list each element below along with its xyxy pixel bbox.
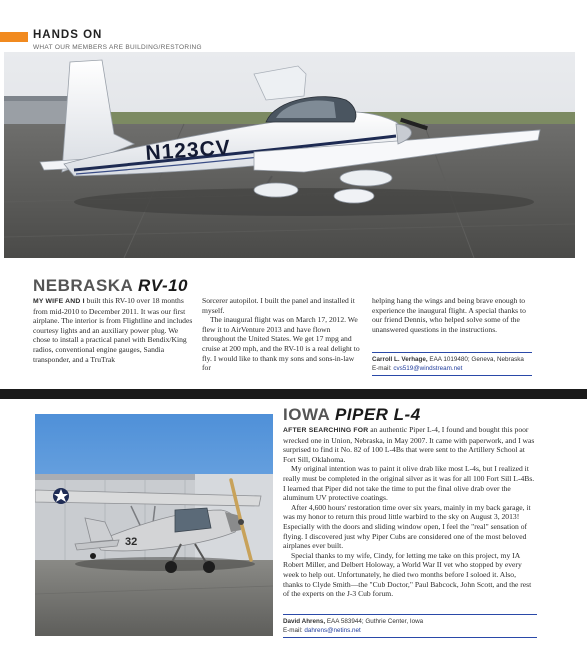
story1-sig-name: Carroll L. Verhage, <box>372 356 428 363</box>
story2-lead: AFTER SEARCHING FOR <box>283 427 369 434</box>
section-title: HANDS ON <box>33 29 103 41</box>
story2-signature <box>283 617 537 635</box>
story1-title-plane: RV-10 <box>137 276 189 295</box>
story1-column-1 <box>33 296 193 364</box>
story1-email-label: E-mail: <box>372 365 394 372</box>
story1-sig-detail: EAA 1019480; Geneva, Nebraska <box>427 356 524 363</box>
piper-photo-image <box>35 414 273 636</box>
story2-title-state: IOWA <box>283 405 330 424</box>
story1-col1-text: built this RV-10 over 18 months from mid-2010 to December 2011. It was our first airplane. The interior is from Flightline and includes courtesy lights and an auxiliary power plug. We chose to install a practical panel with Bendix/King radios, conventional engine gauges, Sandia transponder, and a TruTrak <box>33 296 193 364</box>
story2-body <box>283 425 537 599</box>
rv10-photo-image <box>4 52 575 258</box>
story1-column-2 <box>202 296 362 373</box>
section-subtitle: WHAT OUR MEMBERS ARE BUILDING/RESTORING <box>33 44 202 51</box>
story1-signature <box>372 355 542 373</box>
story2-sig-rule-top <box>283 614 537 615</box>
piper-marking-text: 32 <box>125 536 138 548</box>
story2-p3: After 4,600 hours' restoration time over six years, mainly in my back garage, it was my honor to return this proud little warbird to the sky on August 3, 2013! Especially with the doors and sliding window open, I feel the "real" sensation of flying. I discovered just why Piper Cubs are considered one of the most beloved airplanes ever built. <box>283 502 531 551</box>
story2-email-link[interactable]: dahrens@netins.net <box>304 627 361 634</box>
story1-sig-rule-top <box>372 352 532 353</box>
story2-sig-name: David Ahrens, <box>283 618 326 625</box>
rv10-photo <box>4 52 575 258</box>
story1-col2-p2: The inaugural flight was on March 17, 2012. We flew it to AirVenture 2013 and have flown throughout the United States. We get 17 mpg and cruise at 200 mph, and the RV-10 is a real delight to fly. I would like to thank my sons and sons-in-law for <box>202 315 360 373</box>
story2-title <box>283 405 421 425</box>
story1-column-3 <box>372 296 532 334</box>
story1-col3-text: helping hang the wings and being brave enough to experience the inaugural flight. A special thanks to our friend Dennis, who helped solve some of the unanswered questions in the instructions. <box>372 296 526 334</box>
story1-sig-rule-bottom <box>372 375 532 376</box>
story1-email-link[interactable]: cvs519@windstream.net <box>393 365 463 372</box>
section-accent-bar <box>0 32 28 42</box>
story1-title-state: NEBRASKA <box>33 276 133 295</box>
story2-email-label: E-mail: <box>283 627 305 634</box>
story2-p2: My original intention was to paint it olive drab like most L-4s, but I realized it really must be completed in the original silver as it was for all 100 Fort Sill L-4Bs. I learned that Piper did not take the time to put the final olive drab over the aluminum UV protective coatings. <box>283 464 535 503</box>
story1-col2-p1: Sorcerer autopilot. I built the panel and installed it myself. <box>202 296 355 315</box>
story2-p1-text: an authentic Piper L-4, I found and bought this poor wrecked one in Union, Nebraska, in May 2007. It came with paperwork, and I was surprised to find it No. 82 of 100 L-4Bs that were sent to the Artillery School at Fort Sill, Oklahoma. <box>283 425 535 464</box>
story1-title <box>33 276 188 296</box>
story2-sig-detail: EAA 583944; Guthrie Center, Iowa <box>325 618 424 625</box>
story2-p4: Special thanks to my wife, Cindy, for letting me take on this project, my IA Robert Miller, and Delbert Holoway, a World War II vet who stopped by every week to help out. Unfortunately, he died two months before I soloed it. Also, thanks to Clyde Smith—the "Cub Doctor," Paul Babcock, John Scott, and the rest of the experts on the J-3 Cub forum. <box>283 550 532 599</box>
story2-title-plane: PIPER L-4 <box>334 405 421 424</box>
rv10-registration-text: N123CV <box>144 136 232 165</box>
piper-photo <box>35 414 273 636</box>
story2-sig-rule-bottom <box>283 637 537 638</box>
story-divider <box>0 389 587 399</box>
story1-lead: MY WIFE AND I <box>33 298 85 305</box>
